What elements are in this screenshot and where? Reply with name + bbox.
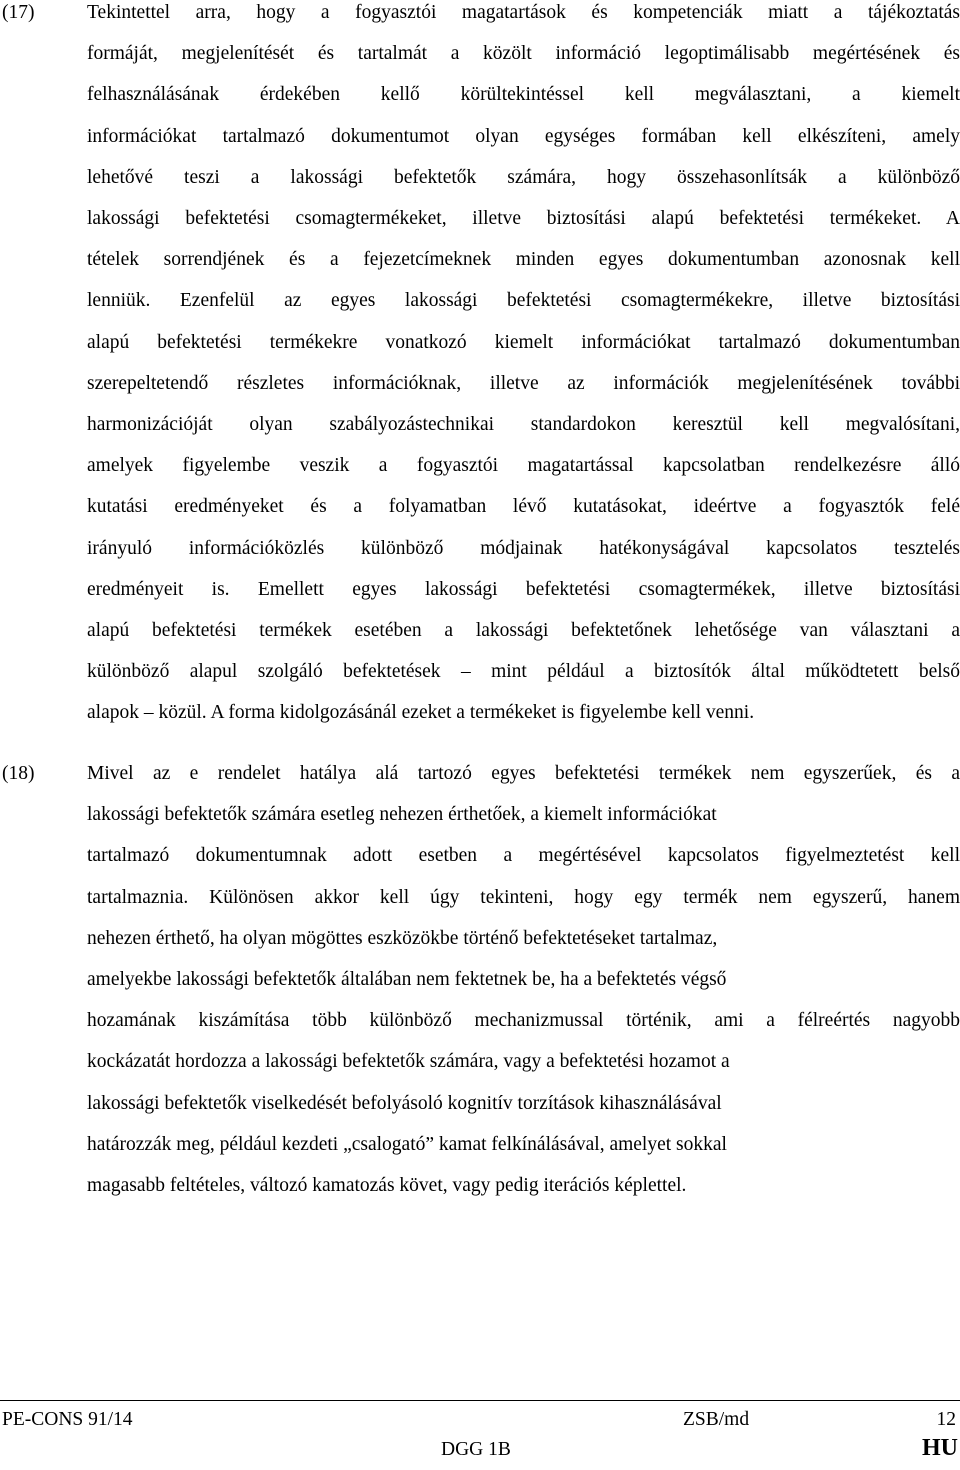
text-line: hozamának kiszámítása több különböző mechanizmussal történik, ami a félreértés nagyobb: [87, 1010, 960, 1032]
recital-number: (18): [2, 763, 35, 784]
author-initials: ZSB/md: [683, 1409, 750, 1430]
text-line: amelyek figyelembe veszik a fogyasztói magatartással kapcsolatban rendelkezésre álló: [87, 455, 960, 477]
recital-text: [87, 0, 960, 734]
text-line: nehezen érthető, ha olyan mögöttes eszközökbe történő befektetéseket tartalmaz,: [87, 927, 718, 949]
text-line: amelyekbe lakossági befektetők általában nem fektetnek be, ha a befektetés végső: [87, 969, 727, 991]
text-line: tartalmazó dokumentumnak adott esetben a megértésével kapcsolatos figyelmeztetést kell: [87, 845, 960, 867]
text-line: kockázatát hordozza a lakossági befektetők számára, vagy a befektetési hozamot a: [87, 1051, 730, 1073]
document-reference: PE-CONS 91/14: [2, 1409, 133, 1430]
footer-divider: [0, 1400, 960, 1401]
page-number: 12: [936, 1409, 956, 1430]
text-line: alapú befektetési termékek esetében a lakossági befektetőnek lehetősége van választani a: [87, 620, 960, 642]
text-line: tételek sorrendjének és a fejezetcímeknek minden egyes dokumentumban azonosnak kell: [87, 249, 960, 271]
recital-text: [87, 753, 960, 1206]
text-line: Mivel az e rendelet hatálya alá tartozó egyes befektetési termékek nem egyszerűek, és a: [87, 763, 960, 784]
text-line: eredményeit is. Emellett egyes lakossági befektetési csomagtermékek, illetve biztosítási: [87, 578, 960, 600]
language-code: HU: [922, 1435, 958, 1461]
text-line: alapok – közül. A forma kidolgozásánál ezeket a termékeket is figyelembe kell venni.: [87, 702, 755, 724]
directorate-code: DGG 1B: [441, 1439, 511, 1460]
text-line: formáját, megjelenítését és tartalmát a közölt információ legoptimálisabb megértésének és: [87, 43, 960, 65]
text-line: felhasználásának érdekében kellő körültekintéssel kell megválasztani, a kiemelt: [87, 84, 960, 106]
text-line: harmonizációját olyan szabályozástechnikai standardokon keresztül kell megvalósítani,: [87, 414, 960, 436]
text-line: lakossági befektetők számára esetleg nehezen érthetőek, a kiemelt információkat: [87, 804, 717, 826]
text-line: Tekintettel arra, hogy a fogyasztói magatartások és kompetenciák miatt a tájékoztatás: [87, 2, 960, 23]
text-line: szerepeltetendő részletes információknak, illetve az információk megjelenítésének további: [87, 372, 960, 394]
text-line: lakossági befektetők viselkedését befolyásoló kognitív torzítások kihasználásával: [87, 1092, 722, 1114]
text-line: kutatási eredményeket és a folyamatban lévő kutatásokat, ideértve a fogyasztók felé: [87, 496, 960, 518]
text-line: lakossági befektetési csomagtermékeket, illetve biztosítási alapú befektetési termékeket. A: [87, 208, 960, 230]
text-line: irányuló információközlés különböző módjainak hatékonyságával kapcsolatos tesztelés: [87, 537, 960, 559]
text-line: tartalmaznia. Különösen akkor kell úgy tekinteni, hogy egy termék nem egyszerű, hanem: [87, 886, 960, 908]
text-line: különböző alapul szolgáló befektetések – mint például a biztosítók által működtetett belső: [87, 661, 960, 683]
text-line: lenniük. Ezenfelül az egyes lakossági befektetési csomagtermékekre, illetve biztosítási: [87, 290, 960, 312]
text-line: határozzák meg, például kezdeti „csalogató” kamat felkínálásával, amelyet sokkal: [87, 1133, 727, 1155]
text-line: lehetővé teszi a lakossági befektetők számára, hogy összehasonlítsák a különböző: [87, 166, 960, 188]
recital-number: (17): [2, 2, 35, 23]
text-line: alapú befektetési termékekre vonatkozó kiemelt információkat tartalmazó dokumentumban: [87, 331, 960, 353]
text-line: magasabb feltételes, változó kamatozás követ, vagy pedig iterációs képlettel.: [87, 1175, 687, 1197]
text-line: információkat tartalmazó dokumentumot olyan egységes formában kell elkészíteni, amely: [87, 125, 960, 147]
